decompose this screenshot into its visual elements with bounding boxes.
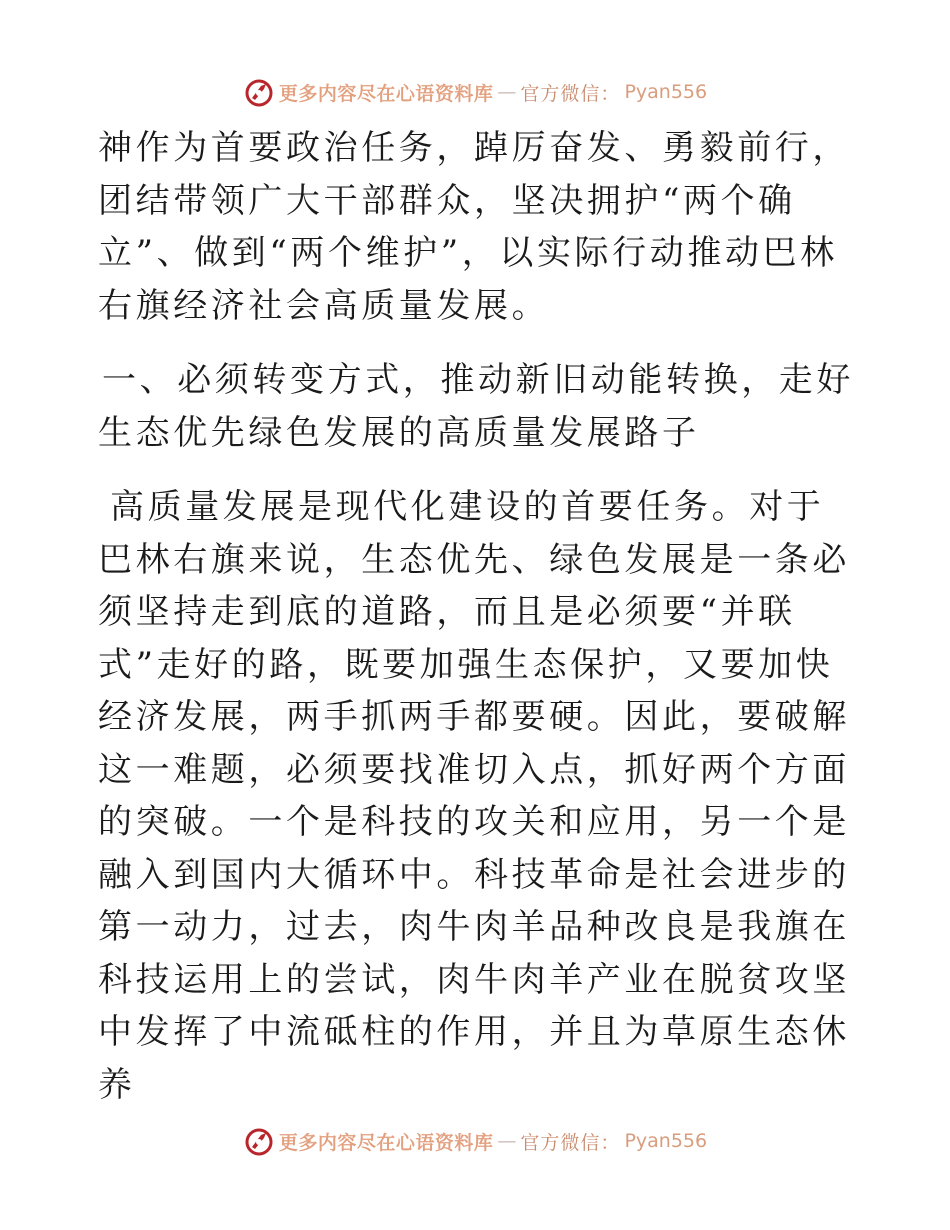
footer-banner xyxy=(0,1121,950,1161)
section-heading: 一、必须转变方式，推动新旧动能转换，走好生态优先绿色发展的高质量发展路子 xyxy=(98,360,854,453)
banner-wechat-id: Pyan556 xyxy=(624,1130,708,1152)
paragraph-body: 高质量发展是现代化建设的首要任务。对于巴林右旗来说，生态优先、绿色发展是一条必须坚持走到底的道路，而且是必须要“并联式”走好的路，既要加强生态保护，又要加快经济发展，两手抓两手都要硬。因此，要破解这一难题，必须要找准切入点，抓好两个方面的突破。一个是科技的攻关和应用，另一个是融入到国内大循环中。科技革命是社会进步的第一动力，过去，肉牛肉羊品种改良是我旗在科技运用上的尝试，肉牛肉羊产业在脱贫攻坚中发挥了中流砥柱的作用，并且为草原生态休养 xyxy=(98,487,850,1105)
banner-title: 更多内容尽在心语资料库 xyxy=(278,1131,494,1154)
header-banner xyxy=(0,72,950,112)
banner-separator: — xyxy=(497,1130,517,1152)
brand-logo-icon xyxy=(243,76,275,108)
banner-wechat-id: Pyan556 xyxy=(624,81,708,103)
brand-logo-icon xyxy=(243,1125,275,1157)
document-body xyxy=(98,122,858,1111)
banner-wechat-label: 官方微信： xyxy=(520,82,621,105)
banner-title: 更多内容尽在心语资料库 xyxy=(278,82,494,105)
banner-separator: — xyxy=(497,81,517,103)
paragraph-intro-continuation: 神作为首要政治任务，踔厉奋发、勇毅前行，团结带领广大干部群众，坚决拥护“两个确立”、做到“两个维护”，以实际行动推动巴林右旗经济社会高质量发展。 xyxy=(98,128,850,326)
banner-wechat-label: 官方微信： xyxy=(520,1131,621,1154)
